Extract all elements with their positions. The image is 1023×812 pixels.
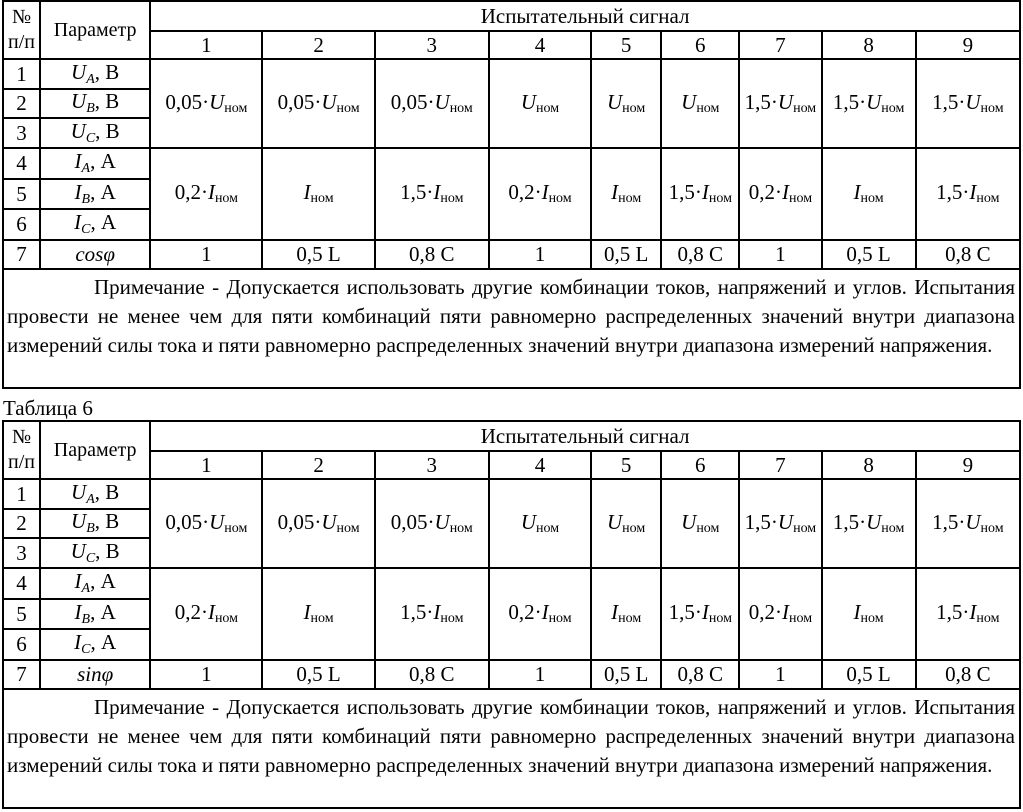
row-number: 7 (3, 240, 40, 269)
value-subscript-nom: ном (214, 191, 239, 206)
signal-value (150, 59, 262, 148)
row-number: 4 (3, 148, 40, 179)
signal-value (739, 568, 821, 660)
value-symbol: I (541, 600, 549, 624)
parameter-subscript: C (81, 642, 91, 657)
signal-value (591, 479, 661, 568)
parameter-symbol: U (70, 118, 86, 143)
value-subscript-nom: ном (708, 611, 732, 626)
row-number-header: № п/п (3, 421, 40, 479)
value-subscript-nom: ном (976, 191, 1000, 206)
signal-value (375, 59, 489, 148)
signal-number: 8 (822, 451, 916, 479)
parameter-symbol: U (71, 89, 87, 113)
value-symbol: U (607, 89, 623, 114)
parameter-unit: , А (90, 630, 117, 654)
parameter-symbol: U (70, 538, 86, 563)
value-symbol: I (969, 180, 977, 204)
value-coefficient: 0,05· (277, 89, 322, 114)
value-subscript-nom: ном (696, 100, 720, 116)
table-row (3, 660, 1020, 689)
table-row (3, 479, 1020, 509)
parameter-unit: , В (94, 479, 120, 504)
signal-number: 5 (591, 451, 661, 479)
value-coefficient: 1,5· (744, 509, 778, 534)
row-number: 2 (3, 89, 40, 118)
value-subscript-nom: ном (449, 520, 473, 536)
parameter-unit: , В (94, 89, 120, 113)
note-text: Примечание - Допускается использовать другие комбинации токов, напряжений и углов. Испытания провести не менее чем для пяти комбинаций пяти равномерно распределенных значений внутри диапазона измерений силы тока и пяти равномерно распределенных значений внутри диапазона измерений напряжения. (7, 695, 1015, 777)
value-coefficient: 1,5· (932, 89, 966, 114)
signal-number: 6 (661, 31, 739, 59)
value-coefficient: 1,5· (832, 509, 867, 534)
signal-number: 6 (661, 451, 739, 479)
value-symbol: I (782, 600, 789, 624)
header-row (3, 1, 1020, 31)
value-subscript-nom: ном (224, 520, 248, 536)
value-subscript-nom: ном (622, 100, 646, 116)
signal-value (739, 479, 821, 568)
parameter-header: Параметр (40, 1, 150, 59)
value-coefficient: 0,05· (165, 509, 210, 534)
parameter-symbol: U (71, 479, 87, 504)
value-symbol: I (303, 180, 311, 204)
value-symbol: U (866, 89, 882, 114)
signal-value (739, 148, 821, 240)
value-symbol: I (853, 180, 861, 204)
test-signal-header: Испытательный сигнал (150, 421, 1020, 451)
value-symbol: U (520, 89, 537, 114)
table-row (3, 59, 1020, 89)
value-coefficient: 0,2· (508, 180, 542, 204)
row-number: 3 (3, 118, 40, 148)
phi-value: 1 (739, 240, 821, 269)
parameter-unit: , В (94, 59, 120, 84)
value-subscript-nom: ном (622, 520, 646, 536)
value-symbol: U (965, 509, 981, 534)
signal-value (591, 148, 661, 240)
value-symbol: U (321, 89, 337, 114)
signal-value (822, 59, 916, 148)
signal-value (916, 479, 1020, 568)
signal-value (262, 479, 374, 568)
parameter-name (40, 479, 150, 509)
value-symbol: U (209, 89, 225, 114)
value-symbol: I (611, 180, 619, 204)
phi-value: 0,8 C (661, 240, 739, 269)
signal-value (262, 59, 374, 148)
parameter-subscript: C (85, 130, 96, 146)
phi-value: 1 (489, 660, 591, 689)
phi-value: 1 (489, 240, 591, 269)
value-symbol: U (520, 509, 537, 534)
signal-value (739, 59, 821, 148)
value-subscript-nom: ном (980, 100, 1004, 116)
value-subscript-nom: ном (881, 100, 905, 116)
phi-value: 0,8 C (661, 660, 739, 689)
value-symbol: U (777, 89, 794, 114)
value-coefficient: 1,5· (400, 600, 434, 624)
value-subscript-nom: ном (336, 520, 360, 536)
value-symbol: U (321, 509, 337, 534)
parameter-symbol: I (74, 630, 82, 654)
parameter-subscript: A (81, 161, 91, 176)
signal-number: 7 (739, 451, 821, 479)
table-6-caption: Таблица 6 (3, 396, 93, 420)
parameter-name (40, 568, 150, 599)
signal-value (916, 148, 1020, 240)
value-coefficient: 1,5· (936, 180, 970, 204)
row-number-header: № п/п (3, 1, 40, 59)
row-number: 7 (3, 660, 40, 689)
value-subscript-nom: ном (548, 191, 572, 206)
value-coefficient: 1,5· (832, 89, 867, 114)
parameter-name (40, 599, 150, 629)
signal-number: 7 (739, 31, 821, 59)
value-symbol: I (433, 600, 441, 624)
signal-value (822, 479, 916, 568)
note-text: Примечание - Допускается использовать другие комбинации токов, напряжений и углов. Испытания провести не менее чем для пяти комбинаций пяти равномерно распределенных значений внутри диапазона измерений силы тока и пяти равномерно распределенных значений внутри диапазона измерений напряжения. (7, 275, 1015, 357)
value-subscript-nom: ном (708, 191, 732, 206)
value-symbol: U (209, 509, 225, 534)
signal-number: 3 (375, 31, 489, 59)
parameter-subscript: A (86, 71, 95, 87)
value-subscript-nom: ном (440, 611, 464, 626)
parameter-subscript: C (85, 550, 96, 566)
parameter-symbol: U (71, 509, 87, 533)
value-symbol: I (207, 600, 215, 624)
value-subscript-nom: ном (860, 611, 884, 626)
parameter-header: Параметр (40, 421, 150, 479)
parameter-name (40, 179, 150, 209)
parameter-name (40, 629, 150, 660)
parameter-unit: , А (90, 210, 117, 234)
value-symbol: U (866, 509, 882, 534)
value-symbol: I (782, 180, 789, 204)
value-subscript-nom: ном (696, 520, 720, 536)
value-subscript-nom: ном (789, 191, 813, 206)
value-subscript-nom: ном (536, 100, 560, 116)
phi-value: 0,5 L (262, 660, 374, 689)
value-subscript-nom: ном (618, 611, 642, 626)
value-symbol: U (681, 89, 697, 114)
signal-value (489, 148, 591, 240)
signal-number: 4 (489, 31, 591, 59)
phi-value: 0,5 L (591, 660, 661, 689)
signal-value (591, 59, 661, 148)
table6-table (2, 420, 1021, 809)
value-subscript-nom: ном (980, 520, 1004, 536)
row-number: 6 (3, 209, 40, 240)
value-coefficient: 0,05· (277, 509, 322, 534)
table-row (3, 148, 1020, 179)
parameter-unit: , В (95, 538, 120, 563)
phi-value: 0,8 C (916, 660, 1020, 689)
value-symbol: I (701, 600, 709, 624)
value-symbol: I (541, 180, 549, 204)
value-coefficient: 1,5· (400, 180, 434, 204)
signal-number: 8 (822, 31, 916, 59)
parameter-subscript: A (81, 581, 91, 596)
parameter-subscript: B (81, 191, 91, 207)
value-coefficient: 0,05· (390, 89, 435, 114)
value-coefficient: 0,05· (390, 509, 435, 534)
value-subscript-nom: ном (976, 611, 1000, 626)
value-coefficient: 1,5· (936, 600, 970, 624)
parameter-name (40, 148, 150, 179)
parameter-subscript: B (81, 611, 91, 627)
value-subscript-nom: ном (336, 100, 360, 116)
phi-value: 0,5 L (262, 240, 374, 269)
signal-value (916, 568, 1020, 660)
parameter-subscript: B (86, 101, 95, 116)
phi-value: 0,5 L (591, 240, 661, 269)
signal-value (591, 568, 661, 660)
signal-number-row (3, 31, 1020, 59)
parameter-symbol: U (71, 59, 87, 84)
signal-value (661, 568, 739, 660)
value-subscript-nom: ном (310, 611, 334, 626)
parameter-name (40, 89, 150, 118)
phi-value: 0,5 L (822, 660, 916, 689)
phi-value: 0,5 L (822, 240, 916, 269)
value-subscript-nom: ном (881, 520, 905, 536)
signal-value (262, 568, 374, 660)
table-row (3, 240, 1020, 269)
row-number: 3 (3, 538, 40, 568)
signal-value (375, 148, 489, 240)
parameter-subscript: B (86, 521, 95, 536)
signal-value (661, 148, 739, 240)
table-row (3, 568, 1020, 599)
value-subscript-nom: ном (440, 191, 464, 206)
parameter-unit: , А (90, 149, 116, 173)
signal-number: 2 (262, 31, 374, 59)
header-row (3, 421, 1020, 451)
parameter-symbol: I (74, 149, 82, 173)
row-number: 1 (3, 479, 40, 509)
parameter-subscript: A (86, 491, 95, 507)
phi-value: 1 (739, 660, 821, 689)
signal-value (375, 479, 489, 568)
value-coefficient: 0,2· (508, 600, 542, 624)
value-subscript-nom: ном (536, 520, 560, 536)
value-coefficient: 0,05· (165, 89, 210, 114)
signal-number: 3 (375, 451, 489, 479)
signal-value (150, 148, 262, 240)
signal-number: 2 (262, 451, 374, 479)
phi-value: 1 (150, 660, 262, 689)
parameter-symbol: I (74, 179, 82, 204)
parameter-unit: , А (90, 179, 116, 204)
parameter-name (40, 209, 150, 240)
note-row (3, 689, 1020, 808)
value-subscript-nom: ном (310, 191, 334, 206)
value-symbol: I (433, 180, 441, 204)
signal-value (150, 568, 262, 660)
row-number: 6 (3, 629, 40, 660)
row-number: 4 (3, 568, 40, 599)
phi-value: 0,8 C (375, 660, 489, 689)
note-text-cell (3, 269, 1020, 388)
value-subscript-nom: ном (449, 100, 473, 116)
value-coefficient: 1,5· (744, 89, 778, 114)
parameter-name (40, 118, 150, 148)
row-number: 1 (3, 59, 40, 89)
value-subscript-nom: ном (793, 100, 817, 116)
value-symbol: U (434, 89, 450, 114)
value-coefficient: 0,2· (748, 600, 782, 624)
signal-value (822, 148, 916, 240)
value-subscript-nom: ном (789, 611, 813, 626)
value-subscript-nom: ном (793, 520, 817, 536)
value-symbol: I (853, 600, 861, 624)
phi-parameter: cosφ (40, 240, 150, 269)
value-subscript-nom: ном (618, 191, 642, 206)
signal-number: 4 (489, 451, 591, 479)
value-coefficient: 0,2· (174, 180, 208, 204)
value-symbol: U (681, 509, 697, 534)
value-coefficient: 1,5· (668, 180, 702, 204)
signal-number: 9 (916, 451, 1020, 479)
value-subscript-nom: ном (548, 611, 572, 626)
phi-value: 0,8 C (375, 240, 489, 269)
value-coefficient: 0,2· (174, 600, 208, 624)
signal-value (375, 568, 489, 660)
value-subscript-nom: ном (214, 611, 239, 626)
parameter-name (40, 538, 150, 568)
signal-value (150, 479, 262, 568)
parameter-unit: , В (94, 509, 120, 533)
row-number: 5 (3, 179, 40, 209)
signal-number: 1 (150, 31, 262, 59)
signal-value (489, 59, 591, 148)
signal-value (661, 59, 739, 148)
signal-value (262, 148, 374, 240)
parameter-name (40, 509, 150, 538)
signal-value (916, 59, 1020, 148)
signal-number: 5 (591, 31, 661, 59)
value-coefficient: 0,2· (748, 180, 782, 204)
value-symbol: I (611, 600, 619, 624)
value-symbol: U (777, 509, 794, 534)
test-signal-header: Испытательный сигнал (150, 1, 1020, 31)
value-symbol: I (303, 600, 311, 624)
table5-table (2, 0, 1021, 389)
signal-value (489, 568, 591, 660)
signal-number: 1 (150, 451, 262, 479)
phi-value: 0,8 C (916, 240, 1020, 269)
value-coefficient: 1,5· (668, 600, 702, 624)
value-symbol: U (607, 509, 623, 534)
value-subscript-nom: ном (860, 191, 884, 206)
phi-value: 1 (150, 240, 262, 269)
signal-number-row (3, 451, 1020, 479)
signal-value (489, 479, 591, 568)
parameter-unit: , В (95, 118, 120, 143)
signal-number: 9 (916, 31, 1020, 59)
parameter-symbol: I (74, 599, 82, 624)
value-symbol: I (207, 180, 215, 204)
note-row (3, 269, 1020, 388)
row-number: 2 (3, 509, 40, 538)
value-symbol: U (434, 509, 450, 534)
phi-parameter: sinφ (40, 660, 150, 689)
parameter-unit: , А (90, 599, 116, 624)
parameter-name (40, 59, 150, 89)
value-symbol: U (965, 89, 981, 114)
row-number: 5 (3, 599, 40, 629)
signal-value (661, 479, 739, 568)
note-text-cell (3, 689, 1020, 808)
value-symbol: I (969, 600, 977, 624)
parameter-subscript: C (81, 222, 91, 237)
signal-value (822, 568, 916, 660)
parameter-unit: , А (90, 569, 116, 593)
parameter-symbol: I (74, 210, 82, 234)
value-symbol: I (701, 180, 709, 204)
value-coefficient: 1,5· (932, 509, 966, 534)
value-subscript-nom: ном (224, 100, 248, 116)
parameter-symbol: I (74, 569, 82, 593)
